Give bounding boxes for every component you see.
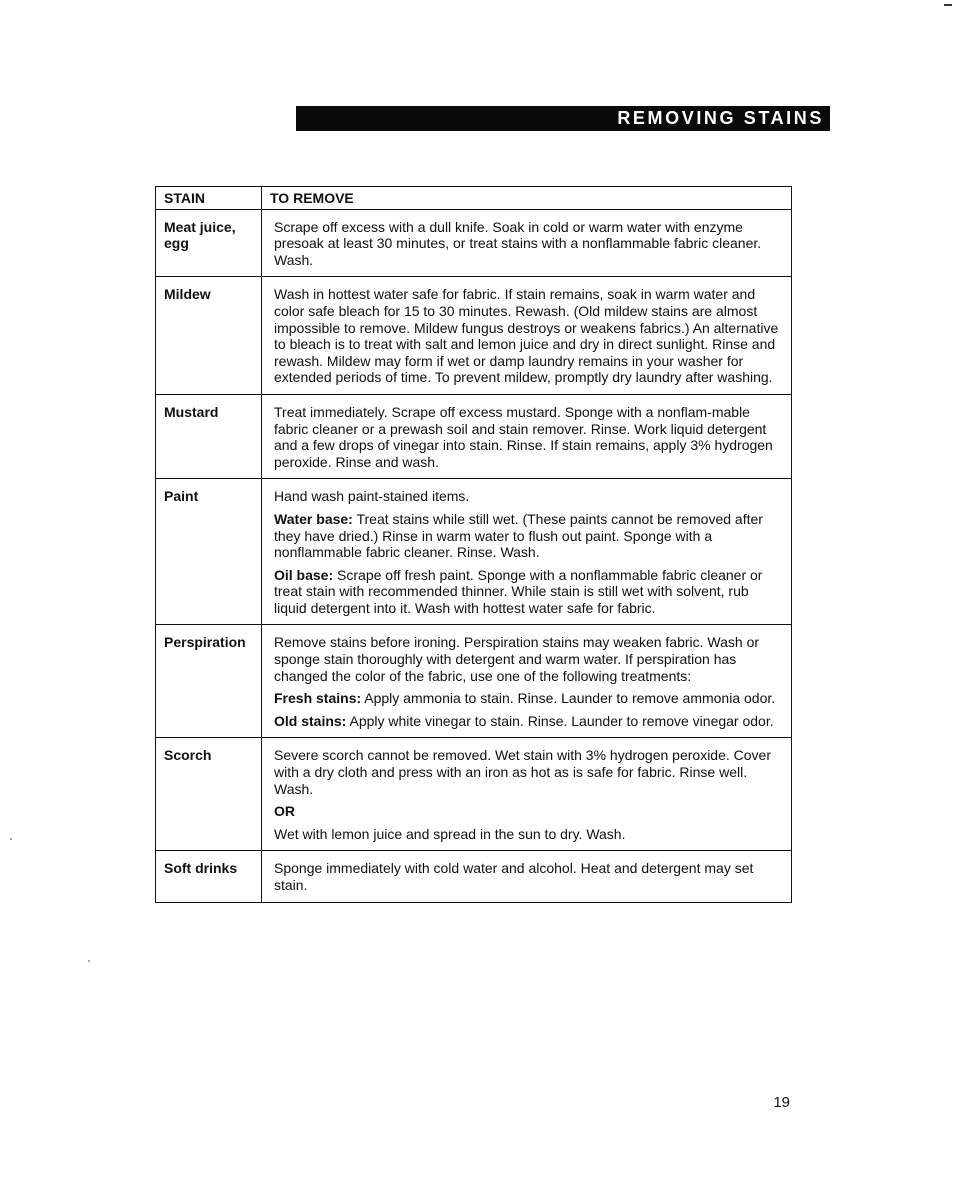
instruction-text: Sponge immediately with cold water and alcohol. Heat and detergent may set stain. xyxy=(274,860,754,893)
removal-instructions xyxy=(262,479,792,625)
removal-instructions xyxy=(262,209,792,277)
table-header-row xyxy=(156,187,792,210)
stain-name: Scorch xyxy=(156,738,262,851)
stain-name: Meat juice, egg xyxy=(156,209,262,277)
page-number: 19 xyxy=(773,1094,790,1111)
edge-mark xyxy=(944,4,952,6)
stain-name: Mildew xyxy=(156,277,262,395)
treatment-label: Old stains: xyxy=(274,712,347,729)
instruction-paragraph xyxy=(274,567,779,617)
section-banner xyxy=(296,106,830,131)
table-row xyxy=(156,479,792,625)
treatment-label: Water base: xyxy=(274,510,353,527)
instruction-text: Apply ammonia to stain. Rinse. Launder to remove ammonia odor. xyxy=(364,690,776,707)
instruction-text: Hand wash paint-stained items. xyxy=(274,488,470,505)
section-title: REMOVING STAINS xyxy=(617,108,824,128)
stain-name: Paint xyxy=(156,479,262,625)
removal-instructions xyxy=(262,851,792,902)
treatment-label: Oil base: xyxy=(274,566,334,583)
removal-instructions xyxy=(262,394,792,478)
removal-instructions xyxy=(262,738,792,851)
treatment-label: Fresh stains: xyxy=(274,690,362,707)
stain-name: Soft drinks xyxy=(156,851,262,902)
instruction-text: Remove stains before ironing. Perspiration stains may weaken fabric. Wash or sponge stain thoroughly with detergent and warm water. If perspiration has changed the color of the fabric, use one of the following treatments: xyxy=(274,634,760,684)
instruction-paragraph xyxy=(274,511,779,561)
scan-speck xyxy=(88,960,90,962)
column-header-stain: STAIN xyxy=(156,187,262,210)
table-row xyxy=(156,277,792,395)
or-label: OR xyxy=(274,803,295,820)
stain-removal-table xyxy=(155,186,792,903)
stain-name: Mustard xyxy=(156,394,262,478)
instruction-paragraph xyxy=(274,690,779,707)
column-header-to-remove: TO REMOVE xyxy=(262,187,792,210)
instruction-text: Treat stains while still wet. (These paints cannot be removed after they have dried.) Rinse in warm water to flush out paint. Sponge with a nonflammable fabric cleaner. Rinse. Wash. xyxy=(274,510,763,561)
instruction-text: Scrape off excess with a dull knife. Soak in cold or warm water with enzyme presoak at least 30 minutes, or treat stains with a nonflammable fabric cleaner. Wash. xyxy=(274,218,762,268)
instruction-text: Apply white vinegar to stain. Rinse. Launder to remove vinegar odor. xyxy=(349,712,774,729)
table-row xyxy=(156,394,792,478)
instruction-paragraph xyxy=(274,713,779,730)
stain-name: Perspiration xyxy=(156,625,262,738)
removal-instructions xyxy=(262,277,792,395)
instruction-text: Wet with lemon juice and spread in the sun to dry. Wash. xyxy=(274,825,626,842)
removal-instructions xyxy=(262,625,792,738)
table-row xyxy=(156,738,792,851)
instruction-text: Scrape off fresh paint. Sponge with a nonflammable fabric cleaner or treat stain with recommended thinner. While stain is still wet with solvent, rub liquid detergent into it. Wash with hottest water safe for fabric. xyxy=(274,566,763,616)
instruction-text: Treat immediately. Scrape off excess mustard. Sponge with a nonflam-mable fabric cleaner or a prewash soil and stain remover. Rinse. Work liquid detergent and a few drops of vinegar into stain. Rinse. If stain remains, apply 3% hydrogen peroxide. Rinse and wash. xyxy=(274,403,773,470)
table-row xyxy=(156,625,792,738)
table-row xyxy=(156,851,792,902)
table-row xyxy=(156,209,792,277)
instruction-text: Wash in hottest water safe for fabric. If stain remains, soak in warm water and color safe bleach for 15 to 30 minutes. Rewash. (Old mildew stains are almost impossible to remove. Mildew fungus destroys or weakens fabrics.) An alternative to bleach is to treat with salt and lemon juice and dry in direct sunlight. Rinse and rewash. Mildew may form if wet or damp laundry remains in your washer for extended periods of time. To prevent mildew, promptly dry laundry after washing. xyxy=(274,286,779,386)
scan-speck xyxy=(10,838,12,840)
instruction-text: Severe scorch cannot be removed. Wet stain with 3% hydrogen peroxide. Cover with a dry cloth and press with an iron as hot as is safe for fabric. Rinse well. Wash. xyxy=(274,747,771,797)
